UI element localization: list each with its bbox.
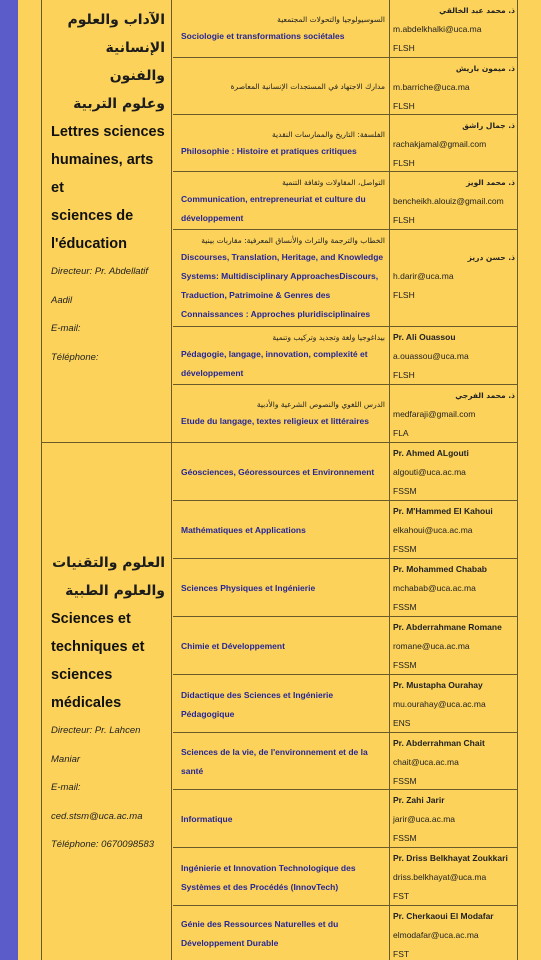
table-row (173, 733, 517, 790)
section-title-ar: الآداب والعلوم الإنسانية والفنون وعلوم التربية (67, 12, 165, 112)
section-title-fr: Lettres sciences humaines, arts et sciences de l'éducation (51, 124, 165, 252)
section-header (42, 443, 172, 960)
program-cell: Mathématiques et Applications (173, 501, 390, 558)
contact-cell: Pr. Mustapha Ourahay mu.ourahay@uca.ac.ma ENS (391, 675, 517, 732)
program-cell: Didactique des Sciences et Ingénierie Pédagogique (173, 675, 390, 732)
section-title-fr: Sciences et techniques et sciences médicales (51, 611, 145, 711)
table-row (173, 385, 517, 442)
table-row (173, 443, 517, 501)
program-cell: الفلسفة: التاريخ والممارسات النقدية Philosophie : Histoire et pratiques critiques (173, 115, 390, 171)
program-cell: السوسيولوجيا والتحولات المجتمعية Sociologie et transformations sociétales (173, 0, 390, 57)
contact-email[interactable]: m.barriche@uca.ma (393, 82, 470, 92)
contact-email[interactable]: medfaraji@gmail.com (393, 409, 476, 419)
contact-email[interactable]: romane@uca.ac.ma (393, 641, 470, 651)
contact-cell: ذ. حسن دريز h.darir@uca.ma FLSH (393, 253, 515, 300)
table-row (173, 230, 517, 327)
program-cell: التواصل، المقاولات وثقافة التنمية Communication, entrepreneuriat et culture du développement (173, 172, 390, 229)
contact-cell: Pr. Cherkaoui El Modafar elmodafar@uca.ac.ma FST (391, 906, 517, 960)
table-row (173, 327, 517, 385)
section-header (42, 0, 172, 442)
contact-email[interactable]: mu.ourahay@uca.ac.ma (393, 699, 486, 709)
section-email[interactable]: ced.stsm@uca.ac.ma (51, 810, 143, 822)
program-cell: الخطاب والترجمة والتراث والأنساق المعرفية: مقاربات بينية Discourses, Translation, Heritage, and Knowledge Systems: Multidisciplinary ApproachesDiscours, Traduction, Patrimoine & Genres des Connaissances : Approches pluridisciplinaires (173, 230, 390, 326)
table-row (173, 906, 517, 960)
table-row (173, 501, 517, 559)
section-sciences (42, 443, 517, 960)
contact-email[interactable]: driss.belkhayat@uca.ma (393, 872, 487, 882)
contact-cell: Pr. M'Hammed El Kahoui elkahoui@uca.ac.ma FSSM (391, 501, 517, 558)
program-cell: Ingénierie et Innovation Technologique des Systèmes et des Procédés (InnovTech) (173, 848, 390, 905)
doctoral-programs-table (41, 0, 518, 960)
section-title-ar: العلوم والتقنيات والعلوم الطبية (52, 555, 165, 599)
program-cell: Chimie et Développement (173, 617, 390, 674)
table-row (173, 172, 517, 230)
contact-cell: Pr. Mohammed Chabab mchabab@uca.ac.ma FSSM (391, 559, 517, 616)
section-lettres (42, 0, 517, 443)
section-director-info: Directeur: Pr. Lahcen Maniar E-mail: ced.stsm@uca.ac.ma Téléphone: 0670098583 (51, 717, 165, 860)
contact-cell: Pr. Ahmed ALgouti algouti@uca.ac.ma FSSM (391, 443, 517, 500)
table-row (173, 848, 517, 906)
contact-email[interactable]: rachakjamal@gmail.com (393, 139, 487, 149)
program-cell: الدرس اللغوي والنصوص الشرعية والأدبية Etude du langage, textes religieux et littéraires (173, 385, 390, 442)
contact-email[interactable]: bencheikh.alouiz@gmail.com (393, 196, 504, 206)
contact-cell: Pr. Abderrahmane Romane romane@uca.ac.ma FSSM (391, 617, 517, 674)
contact-cell: Pr. Driss Belkhayat Zoukkari driss.belkhayat@uca.ma FST (391, 848, 517, 905)
table-row (173, 559, 517, 617)
table-row (173, 617, 517, 675)
table-row (173, 0, 517, 58)
contact-email[interactable]: mchabab@uca.ac.ma (393, 583, 476, 593)
contact-cell: ذ. ميمون باريش m.barriche@uca.ma FLSH (393, 64, 515, 111)
table-row (173, 790, 517, 848)
contact-cell: ذ. جمال راشق rachakjamal@gmail.com FLSH (393, 121, 515, 168)
contact-cell: ذ. محمد عبد الخالقي m.abdelkhalki@uca.ma FLSH (393, 6, 515, 53)
table-row (173, 115, 517, 172)
contact-email[interactable]: m.abdelkhalki@uca.ma (393, 24, 482, 34)
program-cell: Géosciences, Géoressources et Environnement (173, 443, 390, 500)
program-cell: بيداغوجيا ولغة وتجديد وتركيب وتنمية Pédagogie, langage, innovation, complexité et développement (173, 327, 390, 384)
program-cell: Sciences Physiques et Ingénierie (173, 559, 390, 616)
table-row (173, 675, 517, 733)
contact-cell: ذ. محمد الفرجي medfaraji@gmail.com FLA (393, 391, 515, 438)
contact-email[interactable]: h.darir@uca.ma (393, 271, 454, 281)
contact-email[interactable]: algouti@uca.ac.ma (393, 467, 466, 477)
contact-email[interactable]: jarir@uca.ac.ma (393, 814, 456, 824)
contact-cell: ذ. محمد الويز bencheikh.alouiz@gmail.com FLSH (393, 178, 515, 225)
section-director-info: Directeur: Pr. Abdellatif Aadil E-mail: Téléphone: (51, 266, 148, 363)
program-cell: Informatique (173, 790, 390, 847)
contact-cell: Pr. Abderrahman Chait chait@uca.ac.ma FSSM (391, 733, 517, 789)
contact-email[interactable]: chait@uca.ac.ma (393, 757, 459, 767)
program-cell: مدارك الاجتهاد في المستجدات الإنسانية المعاصرة (173, 58, 390, 114)
contact-email[interactable]: elkahoui@uca.ac.ma (393, 525, 473, 535)
contact-cell: Pr. Zahi Jarir jarir@uca.ac.ma FSSM (391, 790, 517, 847)
contact-email[interactable]: a.ouassou@uca.ma (393, 351, 469, 361)
table-row (173, 58, 517, 115)
program-cell: Génie des Ressources Naturelles et du Développement Durable (173, 906, 390, 960)
contact-email[interactable]: elmodafar@uca.ac.ma (393, 930, 479, 940)
program-cell: Sciences de la vie, de l'environnement et de la santé (173, 733, 390, 789)
contact-cell: Pr. Ali Ouassou a.ouassou@uca.ma FLSH (391, 327, 517, 384)
